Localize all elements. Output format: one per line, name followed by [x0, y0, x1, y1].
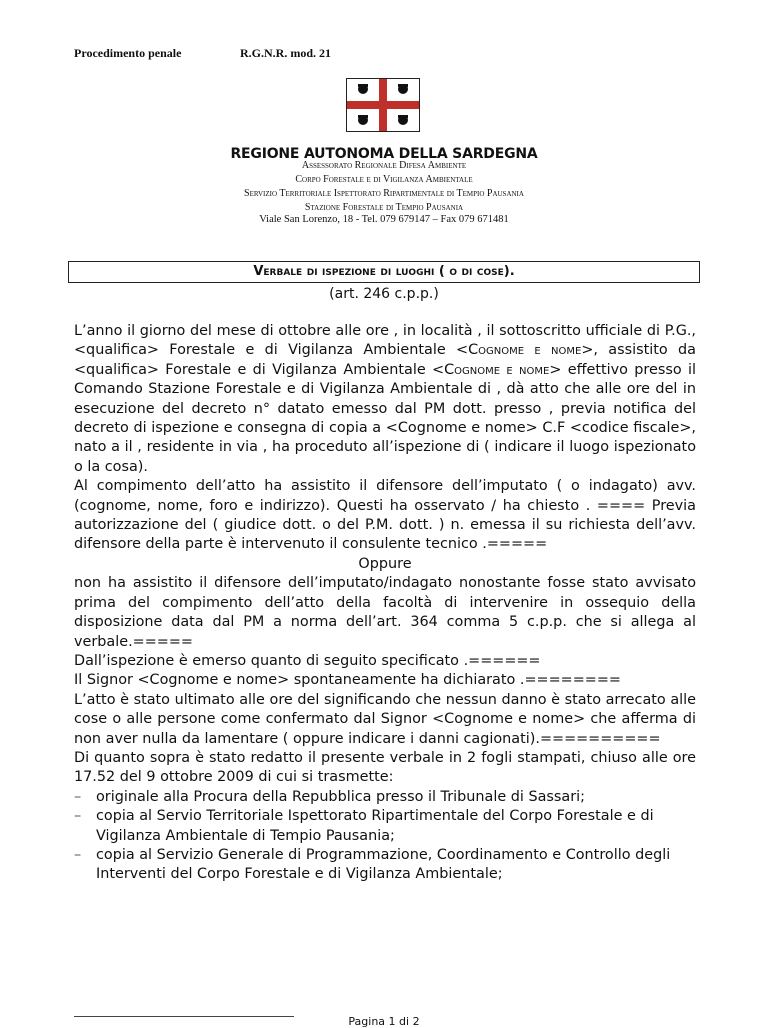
page-number: Pagina 1 di 2 [348, 1015, 420, 1028]
sardinia-crest-icon [346, 78, 420, 132]
list-item: – copia al Servizio Generale di Programmazione, Coordinamento e Controllo degli Interventi del Corpo Forestale e di Vigilanza Ambientale; [74, 846, 671, 883]
paragraph-findings: Dall’ispezione è emerso quanto di seguito specificato .====== [74, 652, 541, 669]
servizio-territoriale-line: Servizio Territoriale Ispettorato Ripartimentale di Tempio Pausania [244, 188, 524, 199]
paragraph-declaration: Il Signor <Cognome e nome> spontaneamente ha dichiarato .======== [74, 672, 621, 689]
paragraph-closing: Di quanto sopra è stato redatto il presente verbale in 2 fogli stampati, chiuso alle ore 17.52 del 9 ottobre 2009 di cui si trasmette: [74, 749, 696, 786]
verbale-body [74, 322, 696, 885]
paragraph-defender: Al compimento dell’atto ha assistito il difensore dell’imputato ( o indagato) avv. (cognome, nome, foro e indirizzo). Questi ha osservato / ha chiesto . ==== Previa autorizzazione del ( giudice dott. o del P.M. dott. ) n. emessa il su richiesta dell’avv. difensore della parte è intervenuto il consulente tecnico .===== [74, 478, 696, 553]
assessorato-line: Assessorato Regionale Difesa Ambiente [301, 160, 467, 171]
stazione-forestale-line: Stazione Forestale di Tempio Pausania [304, 202, 464, 213]
distribution-list [74, 788, 696, 885]
address-line: Viale San Lorenzo, 18 - Tel. 079 679147 – Fax 079 671481 [259, 214, 509, 225]
register-reference: R.G.N.R. mod. 21 [240, 46, 332, 60]
paragraph-conclusion: L’atto è stato ultimato alle ore del significando che nessun danno è stato arrecato alle cose o alle persone come confermato dal Signor <Cognome e nome> che afferma di non aver nulla da lamentare ( oppure indicare i danni cagionati).========== [74, 691, 696, 747]
list-item: – originale alla Procura della Repubblica presso il Tribunale di Sassari; [74, 788, 585, 805]
list-item: – copia al Servio Territoriale Ispettorato Ripartimentale del Corpo Forestale e di Vigilanza Ambientale di Tempio Pausania; [74, 808, 654, 844]
article-reference: (art. 246 c.p.p.) [329, 286, 439, 302]
oppure-label: Oppure [358, 555, 412, 572]
corpo-forestale-line: Corpo Forestale e di Vigilanza Ambientale [295, 174, 473, 185]
verbale-title-box: Verbale di ispezione di luoghi ( o di cose). [68, 261, 700, 283]
region-title: REGIONE AUTONOMA DELLA SARDEGNA [230, 146, 538, 162]
document-topline [74, 46, 332, 61]
procedure-type: Procedimento penale [74, 46, 182, 60]
paragraph-no-defender: non ha assistito il difensore dell’imputato/indagato nonostante fosse stato avvisato prima del compimento dell’atto della facoltà di intervenire in ossequio della disposizione data dal PM a norma dell’art. 364 comma 5 c.p.p. che si allega al verbale.===== [74, 575, 696, 650]
paragraph-opening: L’anno il giorno del mese di ottobre alle ore , in località , il sottoscritto ufficiale di P.G., <qualifica> Forestale e di Vigilanza Ambientale <Cognome e nome>, assistito da <qualifica> Forestale e di Vigilanza Ambientale <Cognome e nome> effettivo presso il Comando Stazione Forestale e di Vigilanza Ambientale di , dà atto che alle ore del in esecuzione del decreto n° datato emesso dal PM dott. presso , previa notifica del decreto di ispezione e consegna di copia a <Cognome e nome> C.F <codice fiscale>, nato a il , residente in via , ha proceduto all’ispezione di ( indicare il luogo ispezionato o la cosa). [74, 323, 697, 475]
